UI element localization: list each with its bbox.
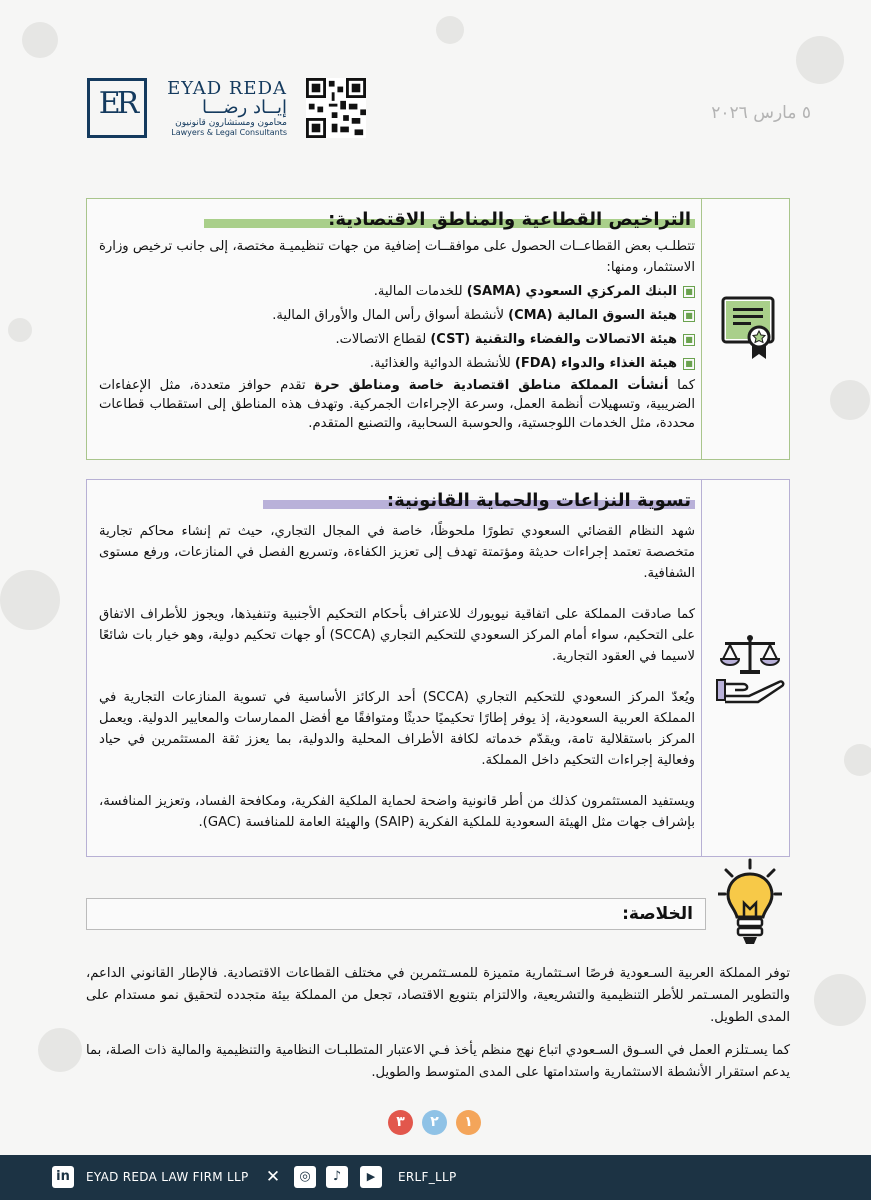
icon-column-divider <box>701 480 702 856</box>
bullet-icon: ■ <box>683 334 695 346</box>
section-licenses-intro: تتطلـب بعض القطاعــات الحصول على موافقــات إضافية من جهات تنظيميـة مختصة، إلى جانب ترخيص وزارة الاستثمار، ومنها: <box>99 239 695 275</box>
logo-name-ar: إيــاد رضـــا <box>201 97 287 118</box>
regulator-name: هيئة السوق المالية (CMA) <box>508 308 677 323</box>
disputes-paragraph: شهد النظام القضائي السعودي تطورًا ملحوظًا، خاصة في المجال التجاري، حيث تم إنشاء محاكم تجارية متخصصة تعتمد إجراءات حديثة ومؤتمتة تهدف إلى تعزيز الكفاءة، وتسريع الفصل في المنازعات، ورفع مستوى الشفافية. <box>99 524 695 581</box>
regulator-scope: لأنشطة أسواق رأس المال والأوراق المالية. <box>272 308 509 323</box>
summary-title-box <box>86 898 706 930</box>
regulator-item <box>99 330 695 350</box>
pagination <box>388 1110 488 1136</box>
icon-column-divider <box>701 199 702 459</box>
certificate-icon <box>719 295 779 361</box>
regulator-scope: لقطاع الاتصالات. <box>335 332 431 347</box>
logo-tagline-ar: محامون ومستشارون قانونيون <box>175 118 287 128</box>
closing-rest: تقدم حوافز متعددة، مثل الإعفاءات الضريبية، وتسهيلات أنظمة العمل، وسرعة الإجراءات الجمركية. وتهدف هذه المناطق إلى استقطاب قطاعات محددة، مثل الخدمات اللوجستية، والحوسبة السحابية، والتصنيع المتقدم. <box>99 378 695 431</box>
regulator-item <box>99 282 695 302</box>
summary-paragraph-1: توفر المملكة العربية السـعودية فرصًا اسـتثمارية متميزة للمسـتثمرين في مختلف القطاعات الاقتصادية. فالإطار القانوني الداعم، والتطوير المسـتمر للأطر التنظيمية والتشريعية، والالتزام بتنويع الاقتصاد، تجعل من المملكة بيئة متجدده لتحقيق نمو مستدام على المدى الطويل. <box>86 966 790 1025</box>
logo-tagline-en: Lawyers & Legal Consultants <box>171 128 287 137</box>
section-disputes-content <box>99 480 695 833</box>
document-date: ٥ مارس ٢٠٢٦ <box>711 103 811 123</box>
regulator-text <box>374 282 677 302</box>
bullet-icon: ■ <box>683 310 695 322</box>
regulator-text <box>335 330 677 350</box>
section-licenses <box>86 198 790 460</box>
regulators-list <box>99 282 695 374</box>
regulator-text <box>370 354 677 374</box>
closing-bold: أنشأت المملكة مناطق اقتصادية خاصة ومناطق حرة <box>314 378 669 393</box>
bullet-icon: ■ <box>683 286 695 298</box>
disputes-paragraph: ويستفيد المستثمرون كذلك من أطر قانونية واضحة لحماية الملكية الفكرية، ومكافحة الفساد، وتعزيز المنافسة، بإشراف جهات مثل الهيئة السعودية للملكية الفكرية (SAIP) والهيئة العامة للمنافسة (GAC). <box>99 794 695 830</box>
closing-prefix: كما <box>668 378 695 393</box>
page-1-dot[interactable]: ١ <box>456 1110 481 1135</box>
x-twitter-icon[interactable]: ✕ <box>265 1167 281 1187</box>
disputes-paragraph: ويُعدّ المركز السعودي للتحكيم التجاري (SCCA) أحد الركائز الأساسية في تسوية المنازعات التجارية في المملكة العربية السعودية، إذ يوفر إطارًا تحكيميًا حديثًا ومتوافقًا مع أفضل الممارسات والمعايير الدولية. ويعمل المركز باستقلالية تامة، ويقدّم خدماته لكافة الأطراف المحلية والدولية، بما يعزز ثقة المستثمرين في حياد وفعالية إجراءات التحكيم داخل المملكة. <box>99 690 695 768</box>
section-licenses-title <box>324 209 695 230</box>
regulator-name: هيئة الاتصالات والفضاء والتقنية (CST) <box>430 332 677 347</box>
disputes-paragraph: كما صادقت المملكة على اتفاقية نيويورك للاعتراف بأحكام التحكيم الأجنبية وتنفيذها، ويجوز للأطراف الاتفاق على التحكيم، سواء أمام المركز السعودي للتحكيم التجاري (SCCA) أو جهات تحكيم دولية، وهو خيار بات شائعًا لاسيما في العقود التجارية. <box>99 607 695 664</box>
footer-handle: ERLF_LLP <box>398 1170 457 1184</box>
qr-code-icon[interactable] <box>306 78 366 138</box>
section-disputes <box>86 479 790 857</box>
instagram-icon[interactable]: ◎ <box>294 1166 316 1188</box>
logo-monogram: ER <box>98 86 136 121</box>
section-disputes-paragraphs <box>99 521 695 833</box>
section-licenses-content <box>99 199 695 433</box>
regulator-item <box>99 354 695 374</box>
regulator-scope: للخدمات المالية. <box>373 284 467 299</box>
scales-in-hand-icon <box>715 632 785 704</box>
page-3-dot[interactable]: ٣ <box>388 1110 413 1135</box>
summary-paragraph-2: كما يسـتلزم العمل في السـوق السـعودي اتباع نهج منظم يأخذ فـي الاعتبار المتطلبـات النظامية والتنظيمية والمالية ذات الصلة، بما يدعم استقرار الأنشطة الاستثمارية واستدامتها على المدى المتوسط والطويل. <box>86 1043 790 1080</box>
section-disputes-title-text: تسوية النزاعات والحماية القانونية: <box>386 490 691 511</box>
regulator-text <box>272 306 677 326</box>
lightbulb-icon <box>718 858 782 950</box>
section-licenses-closing <box>99 376 695 433</box>
page-2-dot[interactable]: ٢ <box>422 1110 447 1135</box>
regulator-item <box>99 306 695 326</box>
section-disputes-title <box>383 490 695 511</box>
footer-bar <box>0 1155 871 1200</box>
footer-firm-name: EYAD REDA LAW FIRM LLP <box>86 1170 249 1184</box>
regulator-scope: للأنشطة الدوائية والغذائية. <box>369 356 515 371</box>
regulator-name: البنك المركزي السعودي (SAMA) <box>466 284 677 299</box>
linkedin-icon[interactable]: in <box>52 1166 74 1188</box>
logo-name-en: EYAD REDA <box>167 78 287 99</box>
tiktok-icon[interactable]: ♪ <box>326 1166 348 1188</box>
summary-title: الخلاصة: <box>622 904 693 924</box>
regulator-name: هيئة الغذاء والدواء (FDA) <box>514 356 677 371</box>
section-licenses-title-text: التراخيص القطاعية والمناطق الاقتصادية: <box>328 209 691 230</box>
bullet-icon: ■ <box>683 358 695 370</box>
firm-logo <box>87 78 287 138</box>
youtube-icon[interactable]: ▶ <box>360 1166 382 1188</box>
